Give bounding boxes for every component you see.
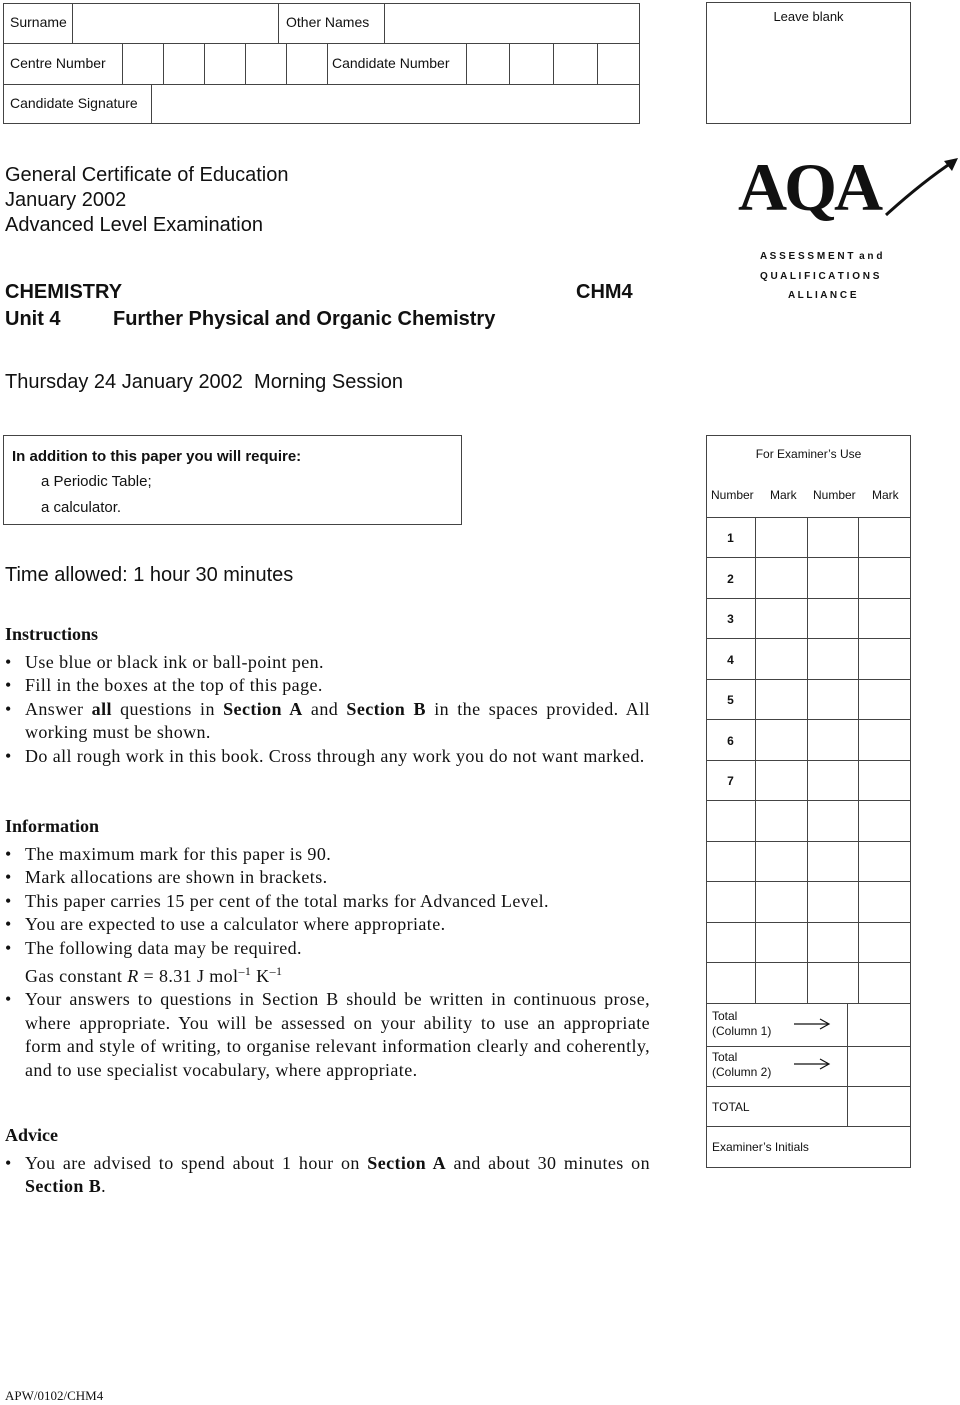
candidate-number-label: Candidate Number [332,55,450,71]
total-column-2-label: Total (Column 2) [712,1050,772,1079]
question-number: 3 [727,612,734,626]
information-item: • Your answers to questions in Section B should be written in continuous prose, where appropriate. You will be assessed on your ability to use an appropriate form and style of writing, to organise relevant information clearly and coherently, and to use specialist vocabulary, where appropriate. [5,988,650,1082]
exam-date-line: January 2002 [5,189,127,211]
information-item: • Mark allocations are shown in brackets. [5,866,650,889]
question-number: 7 [727,774,734,788]
instruction-item: • Use blue or black ink or ball-point pen. [5,651,650,674]
arrow-right-icon [792,1057,832,1071]
gas-constant: Gas constant R = 8.31 J mol$^{-1}$ $K^{-1}$ [25,964,283,987]
requirements-box [3,435,462,525]
candidate-signature-label: Candidate Signature [10,95,138,111]
instructions-heading: Instructions [5,624,99,644]
aqa-logo-line1: A S S E S S M E N T a n d [760,251,883,262]
unit-number: Unit 4 [5,308,61,330]
candidate-details-box [3,3,640,124]
aqa-logo-swoosh-icon [878,155,960,220]
examiners-initials-label: Examiner’s Initials [712,1140,809,1154]
column-header-number: Number [711,488,754,502]
aqa-logo-letters: AQA [738,149,881,225]
requirement-item: a calculator. [41,499,122,516]
grand-total-label: TOTAL [712,1100,750,1114]
time-allowed: Time allowed: 1 hour 30 minutes [5,564,294,586]
leave-blank-label: Leave blank [773,9,844,24]
information-item: • This paper carries 15 per cent of the total marks for Advanced Level. [5,890,650,913]
information-heading: Information [5,816,99,836]
centre-number-field[interactable] [122,44,327,84]
aqa-logo-line2: Q U A L I F I C A T I O N S [760,271,880,282]
aqa-logo [738,149,960,305]
other-names-label: Other Names [286,14,370,30]
candidate-signature-field[interactable] [152,85,640,123]
centre-number-label: Centre Number [10,55,106,71]
surname-field[interactable] [73,4,278,43]
question-number: 5 [727,693,734,707]
instruction-item: • Do all rough work in this book. Cross through any work you do not want marked. [5,745,650,768]
requirements-heading: In addition to this paper you will require: [12,448,302,465]
arrow-right-icon [792,1017,832,1031]
paper-code: APW/0102/CHM4 [5,1388,104,1403]
other-names-field[interactable] [385,4,640,43]
information-item: • The maximum mark for this paper is 90. [5,843,650,866]
unit-title: Further Physical and Organic Chemistry [113,308,496,330]
information-item: • The following data may be required. Gas constant R = 8.31 J mol$^{-1}$ $K^{-1}$ [5,937,650,989]
total-column-1-label: Total (Column 1) [712,1009,772,1038]
information-item: • You are expected to use a calculator where appropriate. [5,913,650,936]
advice-item: • You are advised to spend about 1 hour on Section A and about 30 minutes on Section B. [5,1152,650,1199]
instructions-list [5,651,650,768]
exam-level-line: Advanced Level Examination [5,214,263,236]
advice-list [5,1152,650,1199]
aqa-logo-line3: A L L I A N C E [788,290,857,301]
column-header-number-2: Number [813,488,856,502]
requirement-item: a Periodic Table; [41,473,152,490]
question-number: 1 [727,531,734,545]
subject-name: CHEMISTRY [5,281,123,303]
column-header-mark: Mark [770,488,797,502]
instruction-item: • Fill in the boxes at the top of this page. [5,674,650,697]
instruction-item: • Answer all questions in Section A and Section B in the spaces provided. All working must be shown. [5,698,650,745]
advice-heading: Advice [5,1125,58,1145]
examiner-use-title: For Examiner’s Use [755,447,862,461]
question-number: 2 [727,572,734,586]
column-header-mark-2: Mark [872,488,899,502]
information-list [5,843,650,1082]
question-number: 6 [727,734,734,748]
question-number: 4 [727,653,734,667]
subject-code: CHM4 [576,281,633,303]
surname-label: Surname [10,14,67,30]
exam-header [5,163,289,238]
certificate-line: General Certificate of Education [5,164,289,186]
exam-date-session: Thursday 24 January 2002 Morning Session [5,371,404,393]
leave-blank-box [706,2,911,124]
examiner-use-table [706,435,911,1168]
